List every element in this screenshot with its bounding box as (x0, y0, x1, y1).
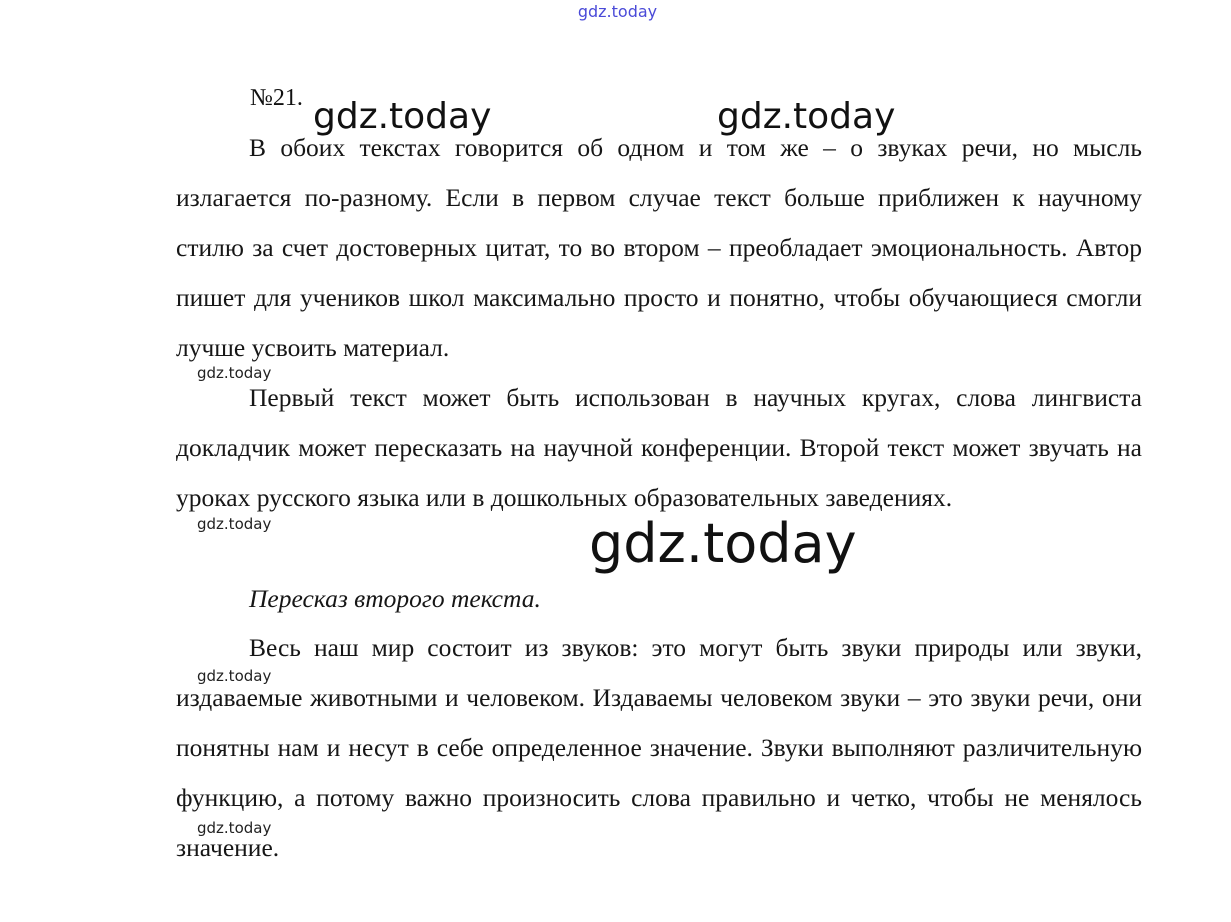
watermark-small-4: gdz.today (197, 819, 272, 837)
watermark-medium-right: gdz.today (717, 96, 896, 137)
watermark-medium-left: gdz.today (313, 96, 492, 137)
retelling-heading: Пересказ второго текста. (249, 584, 541, 613)
exercise-number: №21. (250, 85, 303, 111)
paragraph-1: В обоих текстах говорится об одном и том же – о звуках речи, но мысль излагается по-разному. Если в первом случае текст больше приближен к научному стилю за счет достоверных цитат, то во втором – преобладает эмоциональность. Автор пишет для учеников школ максимально просто и понятно, чтобы обучающиеся смогли лучше усвоить материал. (176, 133, 1142, 362)
watermark-small-1: gdz.today (197, 364, 272, 382)
top-watermark: gdz.today (577, 2, 658, 21)
watermark-small-3: gdz.today (197, 667, 272, 685)
paragraph-2: Первый текст может быть использован в научных кругах, слова лингвиста докладчик может пересказать на научной конференции. Второй текст может звучать на уроках русского языка или в дошкольных образовательных заведениях. (176, 383, 1142, 512)
watermark-small-2: gdz.today (197, 515, 272, 533)
watermark-big-center: gdz.today (589, 512, 857, 575)
paragraph-group-1 (176, 123, 1142, 523)
paragraph-group-2 (176, 623, 1142, 873)
paragraph-3: Весь наш мир состоит из звуков: это могут быть звуки природы или звуки, издаваемые животными и человеком. Издаваемы человеком звуки – это звуки речи, они понятны нам и несут в себе определенное значение. Звуки выполняют различительную функцию, а потому важно произносить слова правильно и четко, чтобы не менялось значение. (176, 633, 1142, 862)
